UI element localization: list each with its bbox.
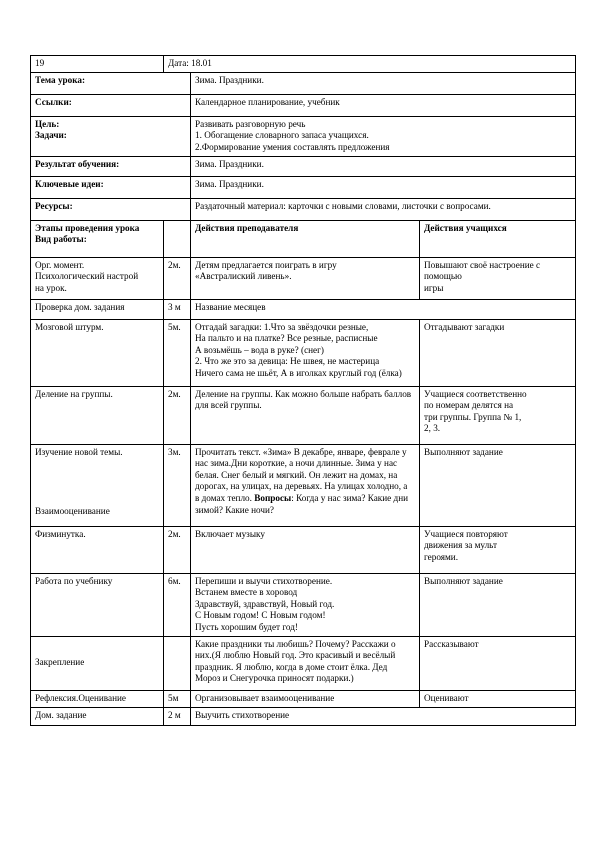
table-row bbox=[31, 444, 576, 526]
stage-cell: Проверка дом. задания bbox=[31, 299, 164, 319]
time-cell: 3 м bbox=[164, 299, 191, 319]
teacher-cell: Включает музыку bbox=[191, 526, 420, 573]
stage-title: Изучение новой темы. bbox=[35, 446, 123, 457]
stage-cell: Закрепление bbox=[31, 636, 164, 690]
students-cell: Выполняют задание bbox=[420, 573, 576, 636]
time-cell: 5м. bbox=[164, 319, 191, 386]
students-cell: Оценивают bbox=[420, 690, 576, 707]
info-row bbox=[31, 198, 576, 220]
info-row bbox=[31, 94, 576, 116]
info-label: Тема урока: bbox=[31, 72, 191, 94]
table-row bbox=[31, 573, 576, 636]
teacher-cell: Детям предлагается поиграть в игру «Австралиский ливень». bbox=[191, 257, 420, 299]
column-header-time bbox=[164, 220, 191, 257]
students-cell: Учащиеся повторяют движения за мульт героями. bbox=[420, 526, 576, 573]
teacher-cell: Организовывает взаимооценивание bbox=[191, 690, 420, 707]
info-row bbox=[31, 116, 576, 156]
teacher-cell bbox=[191, 444, 420, 526]
time-cell: 2м. bbox=[164, 386, 191, 444]
time-cell: 3м. bbox=[164, 444, 191, 526]
stage-cell: Орг. момент. Психологический настрой на урок. bbox=[31, 257, 164, 299]
info-label: Ключевые идеи: bbox=[31, 176, 191, 198]
teacher-cell: Название месяцев bbox=[191, 299, 576, 319]
stage-subtitle: Взаимооценивание bbox=[35, 506, 110, 516]
time-cell: 2м. bbox=[164, 257, 191, 299]
info-row bbox=[31, 176, 576, 198]
students-cell: Повышают своё настроение с помощью игры bbox=[420, 257, 576, 299]
teacher-cell: Какие праздники ты любишь? Почему? Расскажи о них.(Я люблю Новый год. Это красивый и весёлый праздник. Я люблю, когда в доме стоит ёлка. Дед Мороз и Снегурочка приносят подарки.) bbox=[191, 636, 420, 690]
teacher-cell: Отгадай загадки: 1.Что за звёздочки резные, На пальто и на платке? Все резные, расписные А возьмёшь – вода в руке? (снег) 2. Что же это за девица: Не швея, не мастерица Ничего сама не шьёт, А в иголках круглый год (ёлка) bbox=[191, 319, 420, 386]
table-row bbox=[31, 690, 576, 707]
teacher-cell: Выучить стихотворение bbox=[191, 707, 576, 725]
stage-cell: Работа по учебнику bbox=[31, 573, 164, 636]
info-row bbox=[31, 156, 576, 176]
questions-label: Вопросы bbox=[254, 492, 292, 503]
header-row bbox=[31, 56, 576, 73]
info-value: Зима. Праздники. bbox=[191, 72, 576, 94]
table-row bbox=[31, 707, 576, 725]
time-cell bbox=[164, 636, 191, 690]
table-row bbox=[31, 319, 576, 386]
column-header-students: Действия учащихся bbox=[420, 220, 576, 257]
students-cell: Выполняют задание bbox=[420, 444, 576, 526]
info-label: Цель: Задачи: bbox=[31, 116, 191, 156]
info-value: Календарное планирование, учебник bbox=[191, 94, 576, 116]
lesson-plan bbox=[30, 55, 575, 726]
students-cell: Отгадывают загадки bbox=[420, 319, 576, 386]
lesson-number: 19 bbox=[31, 56, 164, 73]
teacher-text-tail: : Когда у нас зима? Какие дни зимой? Какие ночи? bbox=[195, 492, 409, 515]
column-header-teacher: Действия преподавателя bbox=[191, 220, 420, 257]
teacher-cell: Перепиши и выучи стихотворение. Встанем вместе в хоровод Здравствуй, здравствуй, Новый год. С Новым годом! С Новым годом! Пусть хорошим будет год! bbox=[191, 573, 420, 636]
info-value: Зима. Праздники. bbox=[191, 176, 576, 198]
table-row bbox=[31, 299, 576, 319]
time-cell: 5м bbox=[164, 690, 191, 707]
column-header-row bbox=[31, 220, 576, 257]
info-value: Зима. Праздники. bbox=[191, 156, 576, 176]
info-label: Ссылки: bbox=[31, 94, 191, 116]
stage-cell: Физминутка. bbox=[31, 526, 164, 573]
info-value: Раздаточный материал: карточки с новыми словами, листочки с вопросами. bbox=[191, 198, 576, 220]
table-row bbox=[31, 386, 576, 444]
lesson-date: Дата: 18.01 bbox=[164, 56, 576, 73]
stage-cell: Деление на группы. bbox=[31, 386, 164, 444]
time-cell: 2м. bbox=[164, 526, 191, 573]
teacher-text: Прочитать текст. «Зима» В декабре, январе, феврале у нас зима.Дни короткие, а ночи длинные. Зима у нас белая. Снег белый и мягкий. Он лежит на домах, на дорогах, на улицах, на деревьях. На улицах холодно, а в домах тепло. bbox=[195, 446, 408, 503]
stage-cell: Мозговой штурм. bbox=[31, 319, 164, 386]
table-row bbox=[31, 526, 576, 573]
stage-cell: Рефлексия.Оценивание bbox=[31, 690, 164, 707]
stage-cell: Дом. задание bbox=[31, 707, 164, 725]
teacher-cell: Деление на группы. Как можно больше набрать баллов для всей группы. bbox=[191, 386, 420, 444]
time-cell: 6м. bbox=[164, 573, 191, 636]
table-row bbox=[31, 257, 576, 299]
info-label: Результат обучения: bbox=[31, 156, 191, 176]
column-header-stages: Этапы проведения урока Вид работы: bbox=[31, 220, 164, 257]
lesson-plan-table bbox=[30, 55, 576, 726]
students-cell: Учащиеся соответственно по номерам делятся на три группы. Группа № 1, 2, 3. bbox=[420, 386, 576, 444]
stage-cell bbox=[31, 444, 164, 526]
time-cell: 2 м bbox=[164, 707, 191, 725]
info-label: Ресурсы: bbox=[31, 198, 191, 220]
students-cell: Рассказывают bbox=[420, 636, 576, 690]
info-value: Развивать разговорную речь 1. Обогащение словарного запаса учащихся. 2.Формирование умения составлять предложения bbox=[191, 116, 576, 156]
table-row bbox=[31, 636, 576, 690]
info-row bbox=[31, 72, 576, 94]
